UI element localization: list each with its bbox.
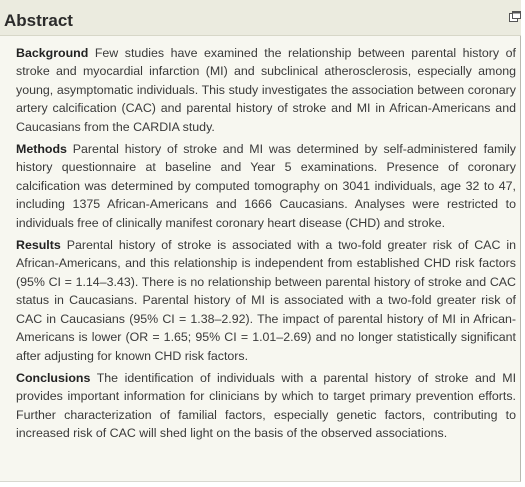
abstract-section-methods (16, 140, 516, 232)
section-label-results: Results (16, 238, 61, 253)
abstract-section-conclusions (16, 369, 516, 443)
section-label-methods: Methods (16, 142, 67, 157)
abstract-section-background (16, 44, 516, 136)
section-label-conclusions: Conclusions (16, 370, 91, 385)
section-text-background: Few studies have examined the relationship between parental history of stroke and myocardial infarction (MI) and subclinical atherosclerosis, especially among young, asymptomatic individuals. This study investigates the association between coronary artery calcification (CAC) and parental history of stroke and MI in African-Americans and Caucasians from the CARDIA study. (16, 46, 516, 134)
section-text-methods: Parental history of stroke and MI was determined by self-administered family history questionnaire at baseline and Year 5 examinations. Presence of coronary calcification was determined by computed tomography on 3041 individuals, age 32 to 47, including 1375 African-Americans and 1666 Caucasians. Analyses were restricted to individuals free of clinically manifest coronary heart disease (CHD) and stroke. (16, 142, 516, 230)
section-text-conclusions: The identification of individuals with a parental history of stroke and MI provides important information for clinicians by which to target primary prevention efforts. Further characterization of familial factors, especially genetic factors, contributing to increased risk of CAC will shed light on the basis of the observed associations. (16, 370, 517, 441)
new-window-icon[interactable] (509, 10, 521, 22)
section-label-background: Background (16, 46, 89, 60)
abstract-section-results (16, 236, 516, 365)
section-text-results: Parental history of stroke is associated with a two-fold greater risk of CAC in African-Americans, and this relationship is independent from established CHD risk factors (95% CI = 1.14–3.43). There is no relationship between parental history of stroke and CAC status in Caucasians. Parental history of MI is associated with a two-fold greater risk of CAC in Caucasians (95% CI = 1.38–2.92). The impact of parental history of MI in African-Americans is lower (OR = 1.65; 95% CI = 1.01–2.69) and no longer statistically significant after adjusting for known CHD risk factors. (16, 238, 516, 363)
abstract-header (0, 0, 521, 36)
abstract-title: Abstract (4, 11, 73, 30)
abstract-body (16, 44, 516, 447)
